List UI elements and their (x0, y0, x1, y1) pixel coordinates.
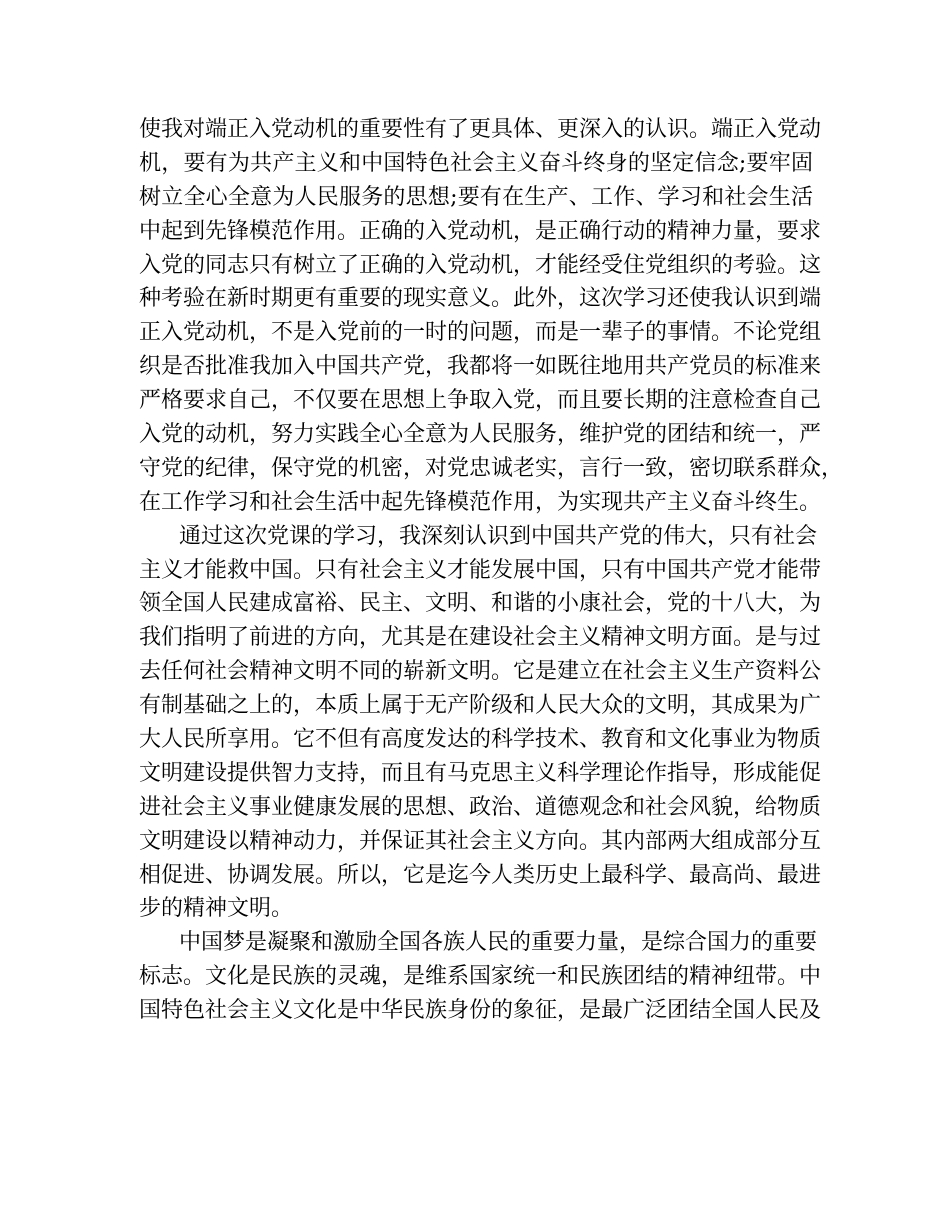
text-line: 严格要求自己，不仅要在思想上争取入党，而且要长期的注意检查自己 (139, 388, 822, 414)
text-line: 标志。文化是民族的灵魂，是维系国家统一和民族团结的精神纽带。中 (139, 964, 822, 990)
text-line: 文明建设以精神动力，并保证其社会主义方向。其内部两大组成部分互 (139, 828, 822, 854)
paragraph (139, 113, 844, 520)
text-line: 通过这次党课的学习，我深刻认识到中国共产党的伟大，只有社会 (179, 523, 818, 549)
text-line: 步的精神文明。 (139, 896, 294, 922)
text-line: 有制基础之上的，本质上属于无产阶级和人民大众的文明，其成果为广 (139, 693, 822, 719)
text-line: 国特色社会主义文化是中华民族身份的象征，是最广泛团结全国人民及 (139, 998, 822, 1024)
text-line: 机，要有为共产主义和中国特色社会主义奋斗终身的坚定信念;要牢固 (139, 150, 813, 176)
text-line: 种考验在新时期更有重要的现实意义。此外，这次学习还使我认识到端 (139, 286, 822, 312)
text-line: 织是否批准我加入中国共产党，我都将一如既往地用共产党员的标准来 (139, 354, 822, 380)
text-line: 入党的动机，努力实践全心全意为人民服务，维护党的团结和统一，严 (139, 422, 822, 448)
paragraph (139, 520, 822, 927)
text-line: 使我对端正入党动机的重要性有了更具体、更深入的认识。端正入党动 (139, 117, 822, 142)
text-line: 守党的纪律，保守党的机密，对党忠诚老实，言行一致，密切联系群众， (139, 455, 844, 481)
text-line: 领全国人民建成富裕、民主、文明、和谐的小康社会，党的十八大，为 (139, 591, 822, 617)
text-line: 在工作学习和社会生活中起先锋模范作用，为实现共产主义奋斗终生。 (139, 489, 822, 515)
text-line: 正入党动机，不是入党前的一时的问题，而是一辈子的事情。不论党组 (139, 320, 822, 346)
text-line: 相促进、协调发展。所以，它是迄今人类历史上最科学、最高尚、最进 (139, 862, 822, 888)
text-line: 主义才能救中国。只有社会主义才能发展中国，只有中国共产党才能带 (139, 557, 822, 583)
text-line: 中起到先锋模范作用。正确的入党动机，是正确行动的精神力量，要求 (139, 218, 822, 244)
paragraph (139, 926, 822, 1028)
text-line: 树立全心全意为人民服务的思想;要有在生产、工作、学习和社会生活 (139, 184, 813, 210)
text-line: 去任何社会精神文明不同的崭新文明。它是建立在社会主义生产资料公 (139, 659, 822, 685)
document-body (139, 113, 844, 1028)
text-line: 进社会主义事业健康发展的思想、政治、道德观念和社会风貌，给物质 (139, 794, 822, 820)
text-line: 我们指明了前进的方向，尤其是在建设社会主义精神文明方面。是与过 (139, 625, 822, 651)
text-line: 入党的同志只有树立了正确的入党动机，才能经受住党组织的考验。这 (139, 252, 822, 278)
text-line: 大人民所享用。它不但有高度发达的科学技术、教育和文化事业为物质 (139, 727, 822, 753)
text-line: 中国梦是凝聚和激励全国各族人民的重要力量，是综合国力的重要 (179, 930, 818, 956)
text-line: 文明建设提供智力支持，而且有马克思主义科学理论作指导，形成能促 (139, 760, 822, 786)
